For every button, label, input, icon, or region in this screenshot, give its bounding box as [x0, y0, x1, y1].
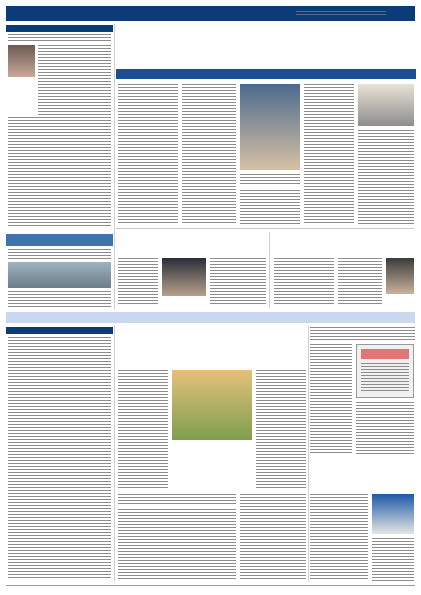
lead-col-1 [118, 84, 178, 224]
trump-text-1 [118, 258, 158, 306]
owaisi-photo [240, 84, 300, 170]
sail-headline [310, 460, 415, 490]
lead-col-5 [358, 130, 414, 224]
ad-logo [361, 349, 409, 359]
sail-logo [372, 494, 414, 534]
dateline [296, 11, 386, 16]
left-header-bar [6, 25, 113, 32]
elderly-man-photo [358, 84, 414, 126]
business-left-bar [6, 327, 113, 334]
ad-text [361, 363, 409, 393]
footer-rule [6, 585, 415, 586]
awas-text-1 [118, 370, 168, 490]
divider [114, 326, 115, 582]
trump-text-2 [210, 258, 266, 306]
owaisi-caption [240, 174, 300, 186]
left-mid-text [8, 249, 111, 259]
awas-text-2 [256, 370, 306, 490]
right-business-text [310, 344, 352, 454]
awas-text-3 [118, 509, 236, 581]
right-business-head [310, 327, 415, 341]
left-subhead [8, 34, 111, 42]
portrait-photo [8, 45, 35, 77]
business-left-text [8, 337, 111, 580]
awas-headline [116, 327, 306, 367]
sail-text [310, 494, 368, 581]
masthead [6, 6, 415, 21]
awas-subhead [118, 494, 236, 506]
lead-col-2 [182, 84, 236, 224]
divider [308, 326, 309, 582]
left-article-text-2 [8, 117, 111, 227]
divider [116, 228, 414, 229]
trump-headline [116, 232, 266, 256]
business-section-band [6, 312, 415, 323]
right-business-text-2 [356, 402, 414, 454]
lead-col-3 [240, 190, 300, 224]
building-photo [8, 262, 111, 288]
lead-headline [116, 24, 416, 69]
lead-col-4 [304, 84, 354, 224]
left-mid-bar [6, 234, 113, 246]
market-text [240, 494, 306, 581]
trump-photo [162, 258, 206, 296]
left-lower-text [8, 291, 111, 307]
elon-photo [386, 258, 414, 294]
left-article-text [38, 45, 111, 115]
divider [269, 232, 270, 308]
house-photo [172, 370, 252, 440]
elon-text-1 [274, 258, 334, 306]
owaisi-strip [116, 69, 416, 79]
divider [114, 24, 115, 310]
elon-text-2 [338, 258, 382, 306]
sail-text-2 [372, 538, 414, 581]
ad-box [356, 344, 414, 398]
elon-headline [272, 232, 416, 256]
